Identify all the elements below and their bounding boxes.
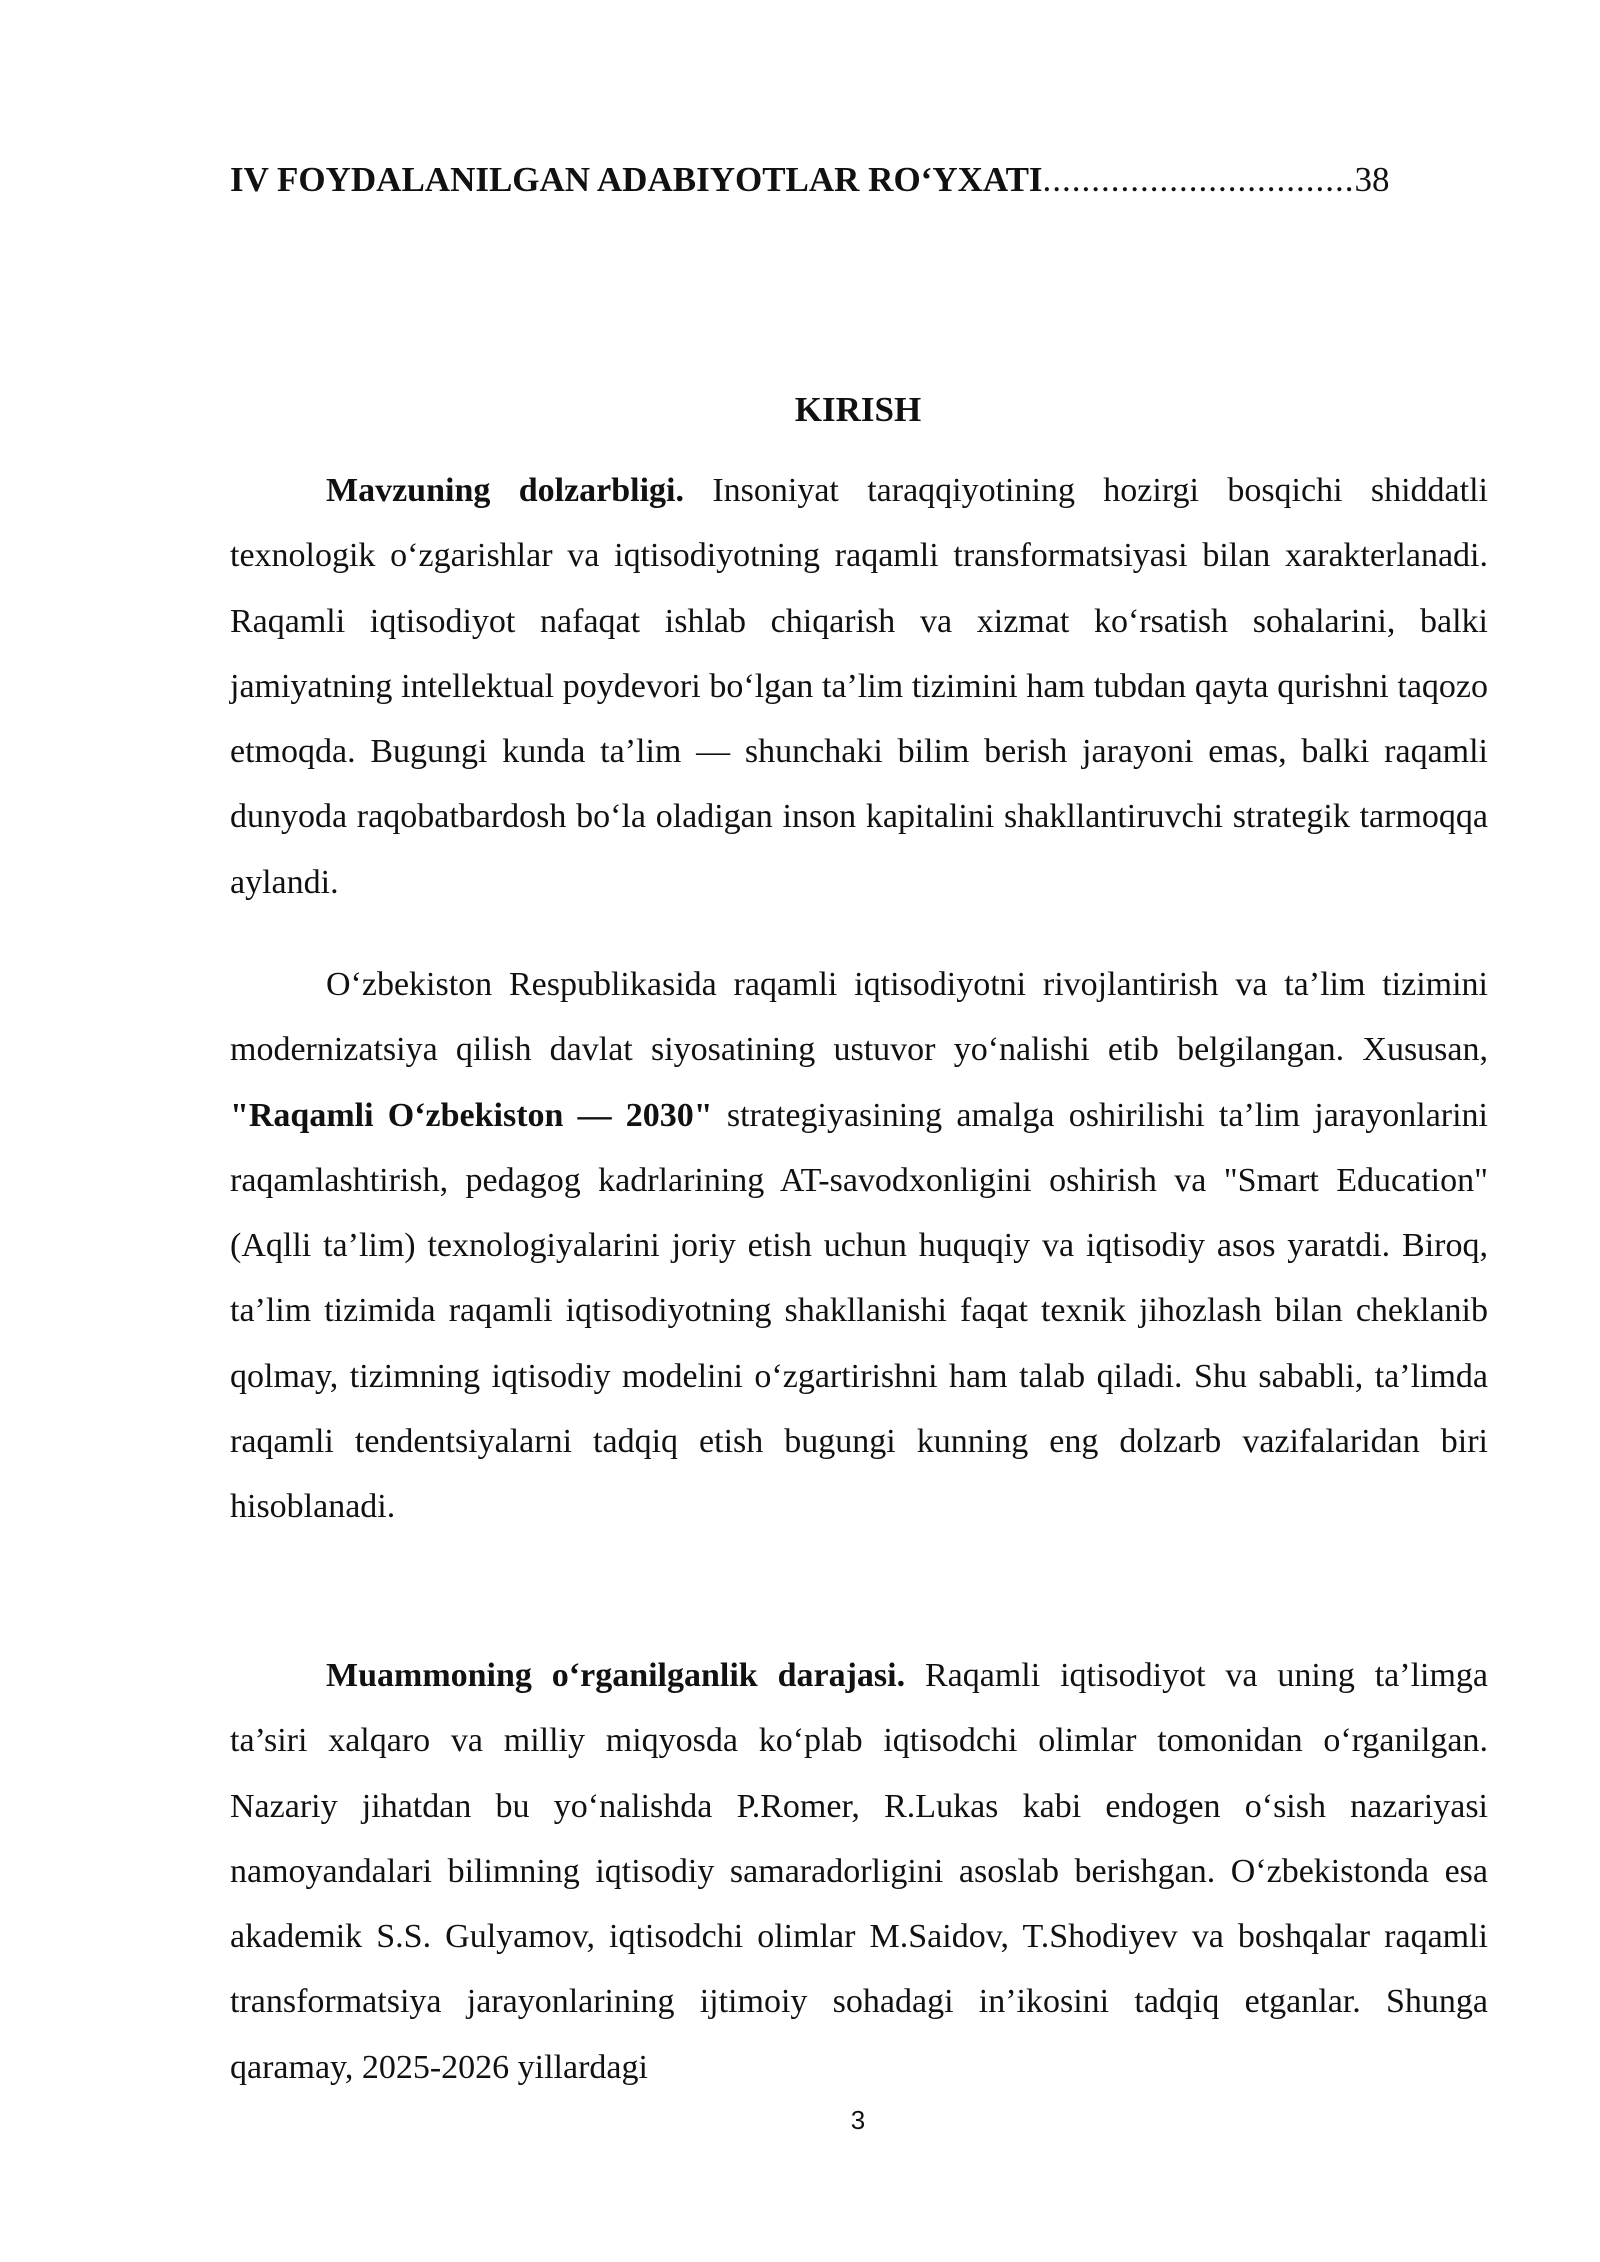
strategy-name: "Raqamli O‘zbekiston — 2030" [230,1096,713,1134]
paragraph-strategy [230,952,1488,1540]
page-number: 3 [850,2105,866,2135]
paragraph-relevance [230,458,1488,915]
paragraph-problem-study [230,1643,1488,2100]
toc-leader-dots: ................................ [1042,160,1355,199]
paragraph-text: Insoniyat taraqqiyotining hozirgi bosqichi shiddatli texnologik o‘zgarishlar va iqtisodiyotning raqamli transformatsiyasi bilan xarakterlanadi. Raqamli iqtisodiyot nafaqat ishlab chiqarish va xizmat ko‘rsatish sohalarini, balki jamiyatning intellektual poydevori bo‘lgan ta’lim tizimini ham tubdan qayta qurishni taqozo etmoqda. Bugungi kunda ta’lim — shunchaki bilim berish jarayoni emas, balki raqamli dunyoda raqobatbardosh bo‘la oladigan inson kapitalini shakllantiruvchi strategik tarmoqqa aylandi. [230,472,1488,901]
paragraph-text: Raqamli iqtisodiyot va uning ta’limga ta’siri xalqaro va milliy miqyosda ko‘plab iqtisodchi olimlar tomonidan o‘rganilgan. Nazariy jihatdan bu yo‘nalishda P.Romer, R.Lukas kabi endogen o‘sish nazariyasi namoyandalari bilimning iqtisodiy samaradorligini asoslab berishgan. O‘zbekistonda esa akademik S.S. Gulyamov, iqtisodchi olimlar M.Saidov, T.Shodiyev va boshqalar raqamli transformatsiya jarayonlarining ijtimoiy sohadagi in’ikosini tadqiq etganlar. Shunga qaramay, 2025-2026 yillardagi [230,1657,1488,2086]
paragraph-text: O‘zbekiston Respublikasida raqamli iqtisodiyotni rivojlantirish va ta’lim tizimini modernizatsiya qilish davlat siyosatining ustuvor yo‘nalishi etib belgilangan. Xususan, [230,966,1488,1069]
paragraph-lead: Mavzuning dolzarbligi. [326,472,684,509]
toc-page-number: 38 [1354,160,1390,199]
paragraph-lead: Muammoning o‘rganilganlik darajasi. [326,1657,906,1694]
toc-entry-title: IV FOYDALANILGAN ADABIYOTLAR RO‘YXATI [230,160,1043,199]
toc-entry [230,150,1476,210]
section-heading: KIRISH [794,390,922,429]
paragraph-text: strategiyasining amalga oshirilishi ta’lim jarayonlarini raqamlashtirish, pedagog kadrlarining AT-savodxonligini oshirish va "Smart Education" (Aqlli ta’lim) texnologiyalarini joriy etish uchun huquqiy va iqtisodiy asos yaratdi. Biroq, ta’lim tizimida raqamli iqtisodiyotning shakllanishi faqat texnik jihozlash bilan cheklanib qolmay, tizimning iqtisodiy modelini o‘zgartirishni ham talab qiladi. Shu sababli, ta’limda raqamli tendentsiyalarni tadqiq etish bugungi kunning eng dolzarb vazifalaridan biri hisoblanadi. [230,1096,1489,1526]
